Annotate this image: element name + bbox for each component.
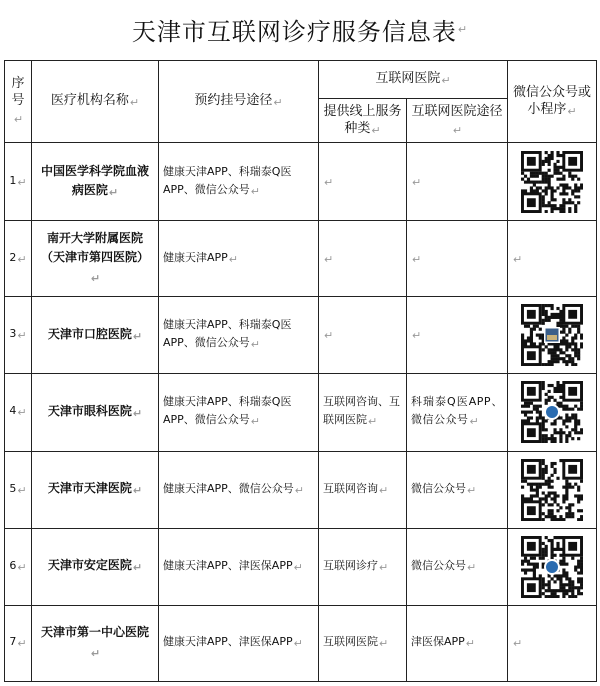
return-mark: ↵ <box>379 483 389 497</box>
hospital-route <box>407 605 508 681</box>
org-name <box>32 605 159 681</box>
hospital-route-text: 微信公众号 <box>411 481 466 495</box>
service-type <box>319 528 407 605</box>
return-mark: ↵ <box>90 647 101 661</box>
org-name-text: 天津市第一中心医院 <box>40 625 149 640</box>
return-mark: ↵ <box>324 252 334 266</box>
service-type <box>319 605 407 681</box>
service-type-text: 互联网咨询、互联网医院 <box>323 395 400 427</box>
return-mark: ↵ <box>90 272 101 286</box>
table-row <box>5 451 597 528</box>
registration-route <box>159 297 319 374</box>
registration-route-text: 健康天津APP、科瑞泰Q医APP、微信公众号 <box>163 395 292 427</box>
page-title <box>0 0 600 58</box>
row-number <box>5 221 32 297</box>
return-mark: ↵ <box>293 637 303 651</box>
return-mark: ↵ <box>467 560 477 574</box>
registration-route-text: 健康天津APP、津医保APP <box>163 558 293 572</box>
return-mark: ↵ <box>513 637 523 651</box>
title-text: 天津市互联网诊疗服务信息表 <box>131 17 457 46</box>
registration-route-text: 健康天津APP、津医保APP <box>163 635 293 649</box>
row-number <box>5 528 32 605</box>
info-table <box>4 60 597 682</box>
table-row <box>5 605 597 681</box>
wechat-cell <box>508 374 597 451</box>
return-mark: ↵ <box>379 560 389 574</box>
row-number-text: 5 <box>9 481 17 495</box>
return-mark: ↵ <box>513 252 523 266</box>
return-mark: ↵ <box>294 483 305 497</box>
return-mark: ↵ <box>324 329 334 343</box>
return-mark: ↵ <box>17 406 27 420</box>
header-hospital-route: 互联网医院途径↵ <box>407 99 508 143</box>
header-wechat: 微信公众号或小程序↵ <box>508 61 597 143</box>
row-number-text: 3 <box>9 327 17 341</box>
org-name-text: 天津市眼科医院 <box>47 403 132 418</box>
qr-code-icon[interactable] <box>521 536 583 598</box>
registration-route <box>159 143 319 221</box>
header-registration: 预约挂号途径↵ <box>159 61 319 143</box>
row-number <box>5 451 32 528</box>
return-mark: ↵ <box>17 560 27 574</box>
header-seq: 序号↵ <box>5 61 32 143</box>
org-name-text: 天津市天津医院 <box>47 481 132 496</box>
row-number <box>5 297 32 374</box>
wechat-cell <box>508 297 597 374</box>
hospital-route <box>407 451 508 528</box>
registration-route <box>159 451 319 528</box>
row-number-text: 6 <box>9 558 17 572</box>
return-mark: ↵ <box>17 483 27 497</box>
header-service-type: 提供线上服务种类↵ <box>319 99 407 143</box>
row-number-text: 1 <box>9 173 17 187</box>
hospital-route-text: 科瑞泰Q医APP、微信公众号 <box>411 395 504 427</box>
hospital-route <box>407 374 508 451</box>
row-number <box>5 605 32 681</box>
registration-route-text: 健康天津APP、微信公众号 <box>163 481 294 495</box>
return-mark: ↵ <box>17 252 27 266</box>
return-mark: ↵ <box>250 415 261 429</box>
org-name-text: 南开大学附属医院（天津市第四医院） <box>40 231 149 265</box>
table-row <box>5 221 597 297</box>
wechat-cell <box>508 221 597 297</box>
header-internet-hospital: 互联网医院↵ <box>319 61 508 99</box>
row-number <box>5 143 32 221</box>
registration-route <box>159 374 319 451</box>
return-mark: ↵ <box>469 415 480 429</box>
return-mark: ↵ <box>293 560 303 574</box>
return-mark: ↵ <box>324 175 334 189</box>
return-mark: ↵ <box>132 329 143 343</box>
return-mark: ↵ <box>412 329 422 343</box>
table-row <box>5 297 597 374</box>
org-name <box>32 528 159 605</box>
table-row <box>5 374 597 451</box>
wechat-cell <box>508 605 597 681</box>
hospital-route <box>407 143 508 221</box>
service-type <box>319 451 407 528</box>
org-name <box>32 451 159 528</box>
service-type-text: 互联网诊疗 <box>323 558 378 572</box>
return-mark: ↵ <box>132 561 143 575</box>
registration-route-text: 健康天津APP <box>163 250 228 264</box>
table-row <box>5 143 597 221</box>
hospital-route-text: 微信公众号 <box>411 558 466 572</box>
return-mark: ↵ <box>368 415 378 429</box>
service-type <box>319 297 407 374</box>
qr-code-icon[interactable] <box>521 151 583 213</box>
return-mark: ↵ <box>17 175 27 189</box>
hospital-route <box>407 221 508 297</box>
return-mark: ↵ <box>379 637 389 651</box>
return-mark: ↵ <box>412 252 422 266</box>
registration-route <box>159 528 319 605</box>
return-mark: ↵ <box>457 22 469 36</box>
org-name <box>32 374 159 451</box>
org-name-text: 天津市安定医院 <box>47 558 132 573</box>
row-number-text: 4 <box>9 404 17 418</box>
return-mark: ↵ <box>17 637 27 651</box>
return-mark: ↵ <box>250 338 261 352</box>
wechat-cell <box>508 143 597 221</box>
service-type-text: 互联网医院 <box>323 635 378 649</box>
hospital-route <box>407 528 508 605</box>
return-mark: ↵ <box>465 637 476 651</box>
registration-route-text: 健康天津APP、科瑞泰Q医APP、微信公众号 <box>163 164 292 196</box>
hospital-route-text: 津医保APP <box>411 635 465 649</box>
return-mark: ↵ <box>132 406 143 420</box>
service-type-text: 互联网咨询 <box>323 481 378 495</box>
qr-code-icon[interactable] <box>521 304 583 366</box>
table-row <box>5 528 597 605</box>
qr-code-icon[interactable] <box>521 459 583 521</box>
wechat-cell <box>508 528 597 605</box>
qr-code-icon[interactable] <box>521 381 583 443</box>
row-number-text: 2 <box>9 250 17 264</box>
hospital-route <box>407 297 508 374</box>
return-mark: ↵ <box>228 252 239 266</box>
return-mark: ↵ <box>108 185 119 199</box>
row-number <box>5 374 32 451</box>
org-name <box>32 297 159 374</box>
org-name-text: 中国医学科学院血液病医院 <box>40 163 149 197</box>
service-type <box>319 374 407 451</box>
return-mark: ↵ <box>250 184 261 198</box>
return-mark: ↵ <box>132 484 143 498</box>
org-name-text: 天津市口腔医院 <box>47 326 132 341</box>
return-mark: ↵ <box>412 175 422 189</box>
service-type <box>319 221 407 297</box>
registration-route <box>159 605 319 681</box>
registration-route-text: 健康天津APP、科瑞泰Q医APP、微信公众号 <box>163 318 292 350</box>
org-name <box>32 221 159 297</box>
org-name <box>32 143 159 221</box>
service-type <box>319 143 407 221</box>
return-mark: ↵ <box>17 329 27 343</box>
row-number-text: 7 <box>9 635 17 649</box>
header-org: 医疗机构名称↵ <box>32 61 159 143</box>
registration-route <box>159 221 319 297</box>
return-mark: ↵ <box>467 483 477 497</box>
wechat-cell <box>508 451 597 528</box>
